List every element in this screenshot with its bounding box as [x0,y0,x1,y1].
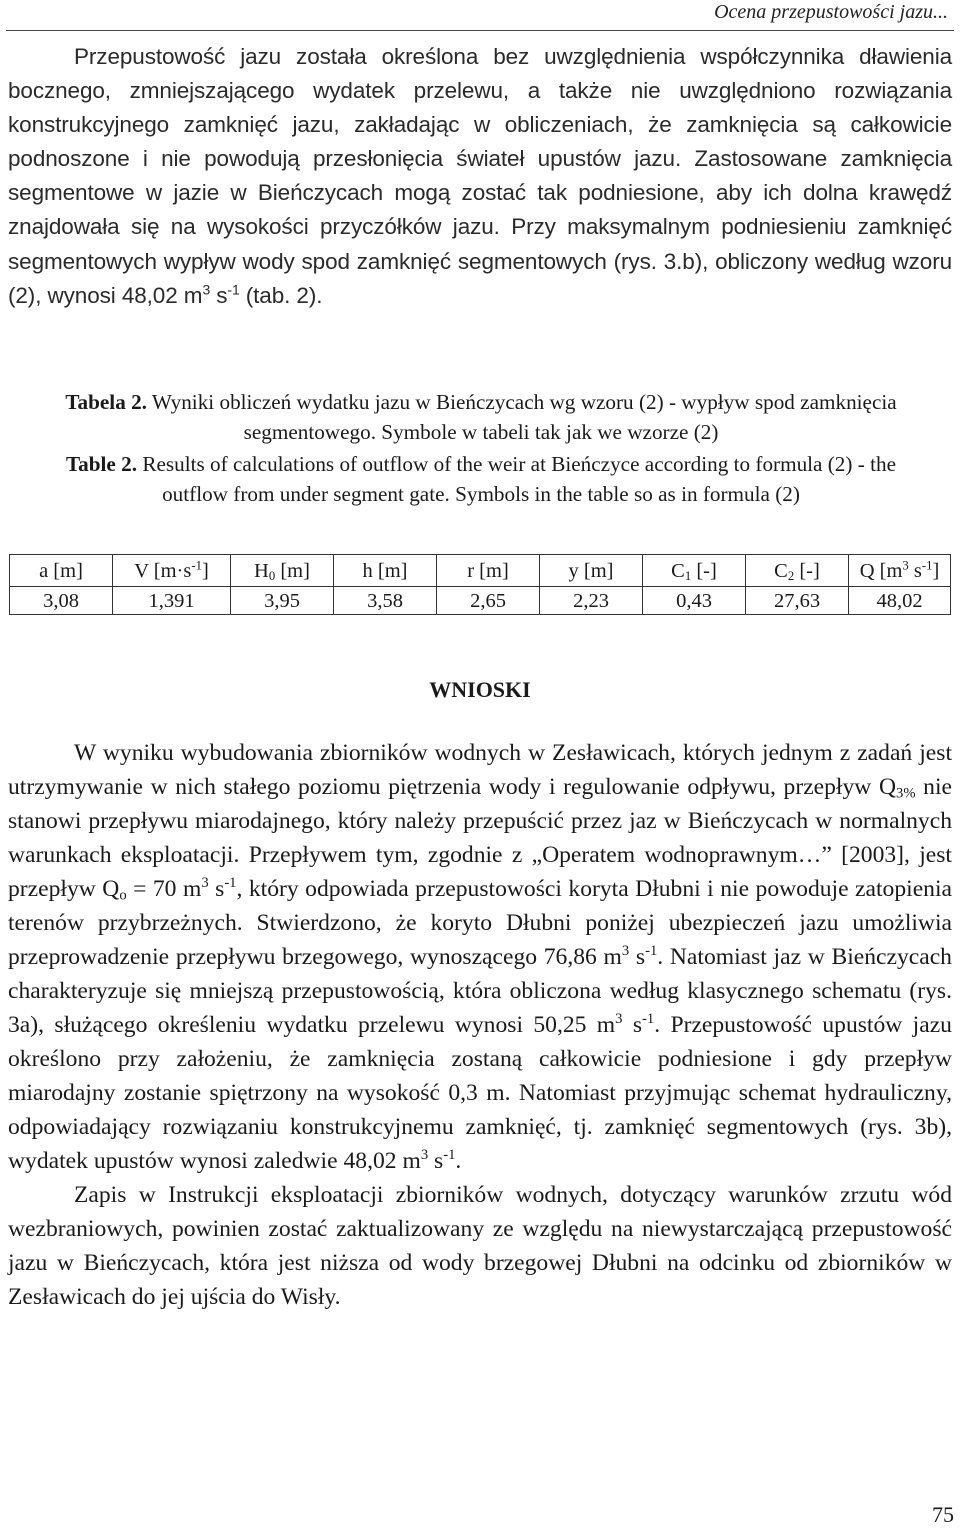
header-cell: $C_2$ [-] [746,555,849,587]
running-header [6,0,954,31]
table-cell: 48,02 [849,587,951,615]
header-cell: a [m] [10,555,113,587]
table-cell: 3,08 [10,587,113,615]
table-cell: 27,63 [746,587,849,615]
table-cell: 1,391 [113,587,231,615]
table-cell: 3,95 [231,587,334,615]
conclusions-body [8,736,952,1314]
conclusions-paragraph-1: W wyniku wybudowania zbiorników wodnych w Zesławicach, których jednym z zadań jest utrzymywanie w nich stałego poziomu piętrzenia wody i regulowanie odpływu, przepływ $Q_{3\%}$ nie stanowi przepływu miarodajnego, który należy przepuścić przez jaz w Bieńczycach w normalnych warunkach eksploatacji. Przepływem tym, zgodnie z „Operatem wodnoprawnym…” [2003], jest przepływ $Q_o = 70$ $m^3$ $s^{-1}$, który odpowiada przepustowości koryta Dłubni i nie powoduje zatopienia terenów przybrzeżnych. Stwierdzono, że koryto Dłubni poniżej ubezpieczeń jazu umożliwia przeprowadzenie przepływu brzegowego, wynoszącego 76,86 $m^3$ $s^{-1}$. Natomiast jaz w Bieńczycach charakteryzuje się mniejszą przepustowością, która obliczona według klasycznego schematu (rys. 3a), służącego określeniu wydatku przelewu wynosi 50,25 $m^3$ $s^{-1}$. Przepustowość upustów jazu określono przy założeniu, że zamknięcia zostaną całkowicie podniesione i gdy przepływ miarodajny zostanie spiętrzony na wysokość 0,3 m. Natomiast przyjmując schemat hydrauliczny, odpowiadający rozwiązaniu konstrukcyjnemu zamknięć, tj. zamknięć segmentowych (rys. 3b), wydatek upustów wynosi zaledwie 48,02 $m^3$ $s^{-1}$. [8,740,952,1174]
table-cell: 0,43 [643,587,746,615]
header-cell: Q [$m^3$ $s^{-1}$] [849,555,951,587]
header-cell: r [m] [437,555,540,587]
table-cell: 2,23 [540,587,643,615]
table-cell: 3,58 [334,587,437,615]
table-caption-pl: Tabela 2. Wyniki obliczeń wydatku jazu w Bieńczycach wg wzoru (2) - wypływ spod zamknięcia segmentowego. Symbole w tabeli tak jak we wzorze (2) [65,390,897,445]
table-header-row [10,555,951,587]
table-row [10,587,951,615]
conclusions-paragraph-2: Zapis w Instrukcji eksploatacji zbiorników wodnych, dotyczący warunków zrzutu wód wezbraniowych, powinien zostać zaktualizowany ze względu na niewystarczającą przepustowość jazu w Bieńczycach, która jest niższa od wody brzegowej Dłubni na odcinku od zbiorników w Zesławicach do jej ujścia do Wisły. [8,1182,952,1310]
caption-label: Table 2. [65,452,138,476]
header-cell: V $[m\cdot s^{-1}]$ [113,555,231,587]
page-number: 75 [932,1502,954,1527]
header-cell: $C_1$ [-] [643,555,746,587]
section-title: WNIOSKI [429,677,531,702]
running-title: Ocena przepustowości jazu... [714,1,948,23]
header-cell: y [m] [540,555,643,587]
header-cell: h [m] [334,555,437,587]
table-cell: 2,65 [437,587,540,615]
table-caption-en: Table 2. Results of calculations of outflow of the weir at Bieńczyce according to formula (2) - the outflow from under segment gate. Symbols in the table so as in formula (2) [65,452,896,507]
header-cell: $H_0$ [m] [231,555,334,587]
results-table [9,554,951,615]
intro-paragraph: Przepustowość jazu została określona bez uwzględnienia współczynnika dławienia bocznego, zmniejszającego wydatek przelewu, a także nie uwzględniono rozwiązania konstrukcyjnego zamknięć jazu, zakładając w obliczeniach, że zamknięcia są całkowicie podnoszone i nie powodują przesłonięcia świateł upustów jazu. Zastosowane zamknięcia segmentowe w jazie w Bieńczycach mogą zostać tak podniesione, aby ich dolna krawędź znajdowała się na wysokości przyczółków jazu. Przy maksymalnym podniesieniu zamknięć segmentowych wypływ wody spod zamknięć segmentowych (rys. 3.b), obliczony według wzoru (2), wynosi 48,02 $m^3$ $s^{-1}$ (tab. 2). [8,44,952,308]
caption-label: Tabela 2. [65,390,147,414]
